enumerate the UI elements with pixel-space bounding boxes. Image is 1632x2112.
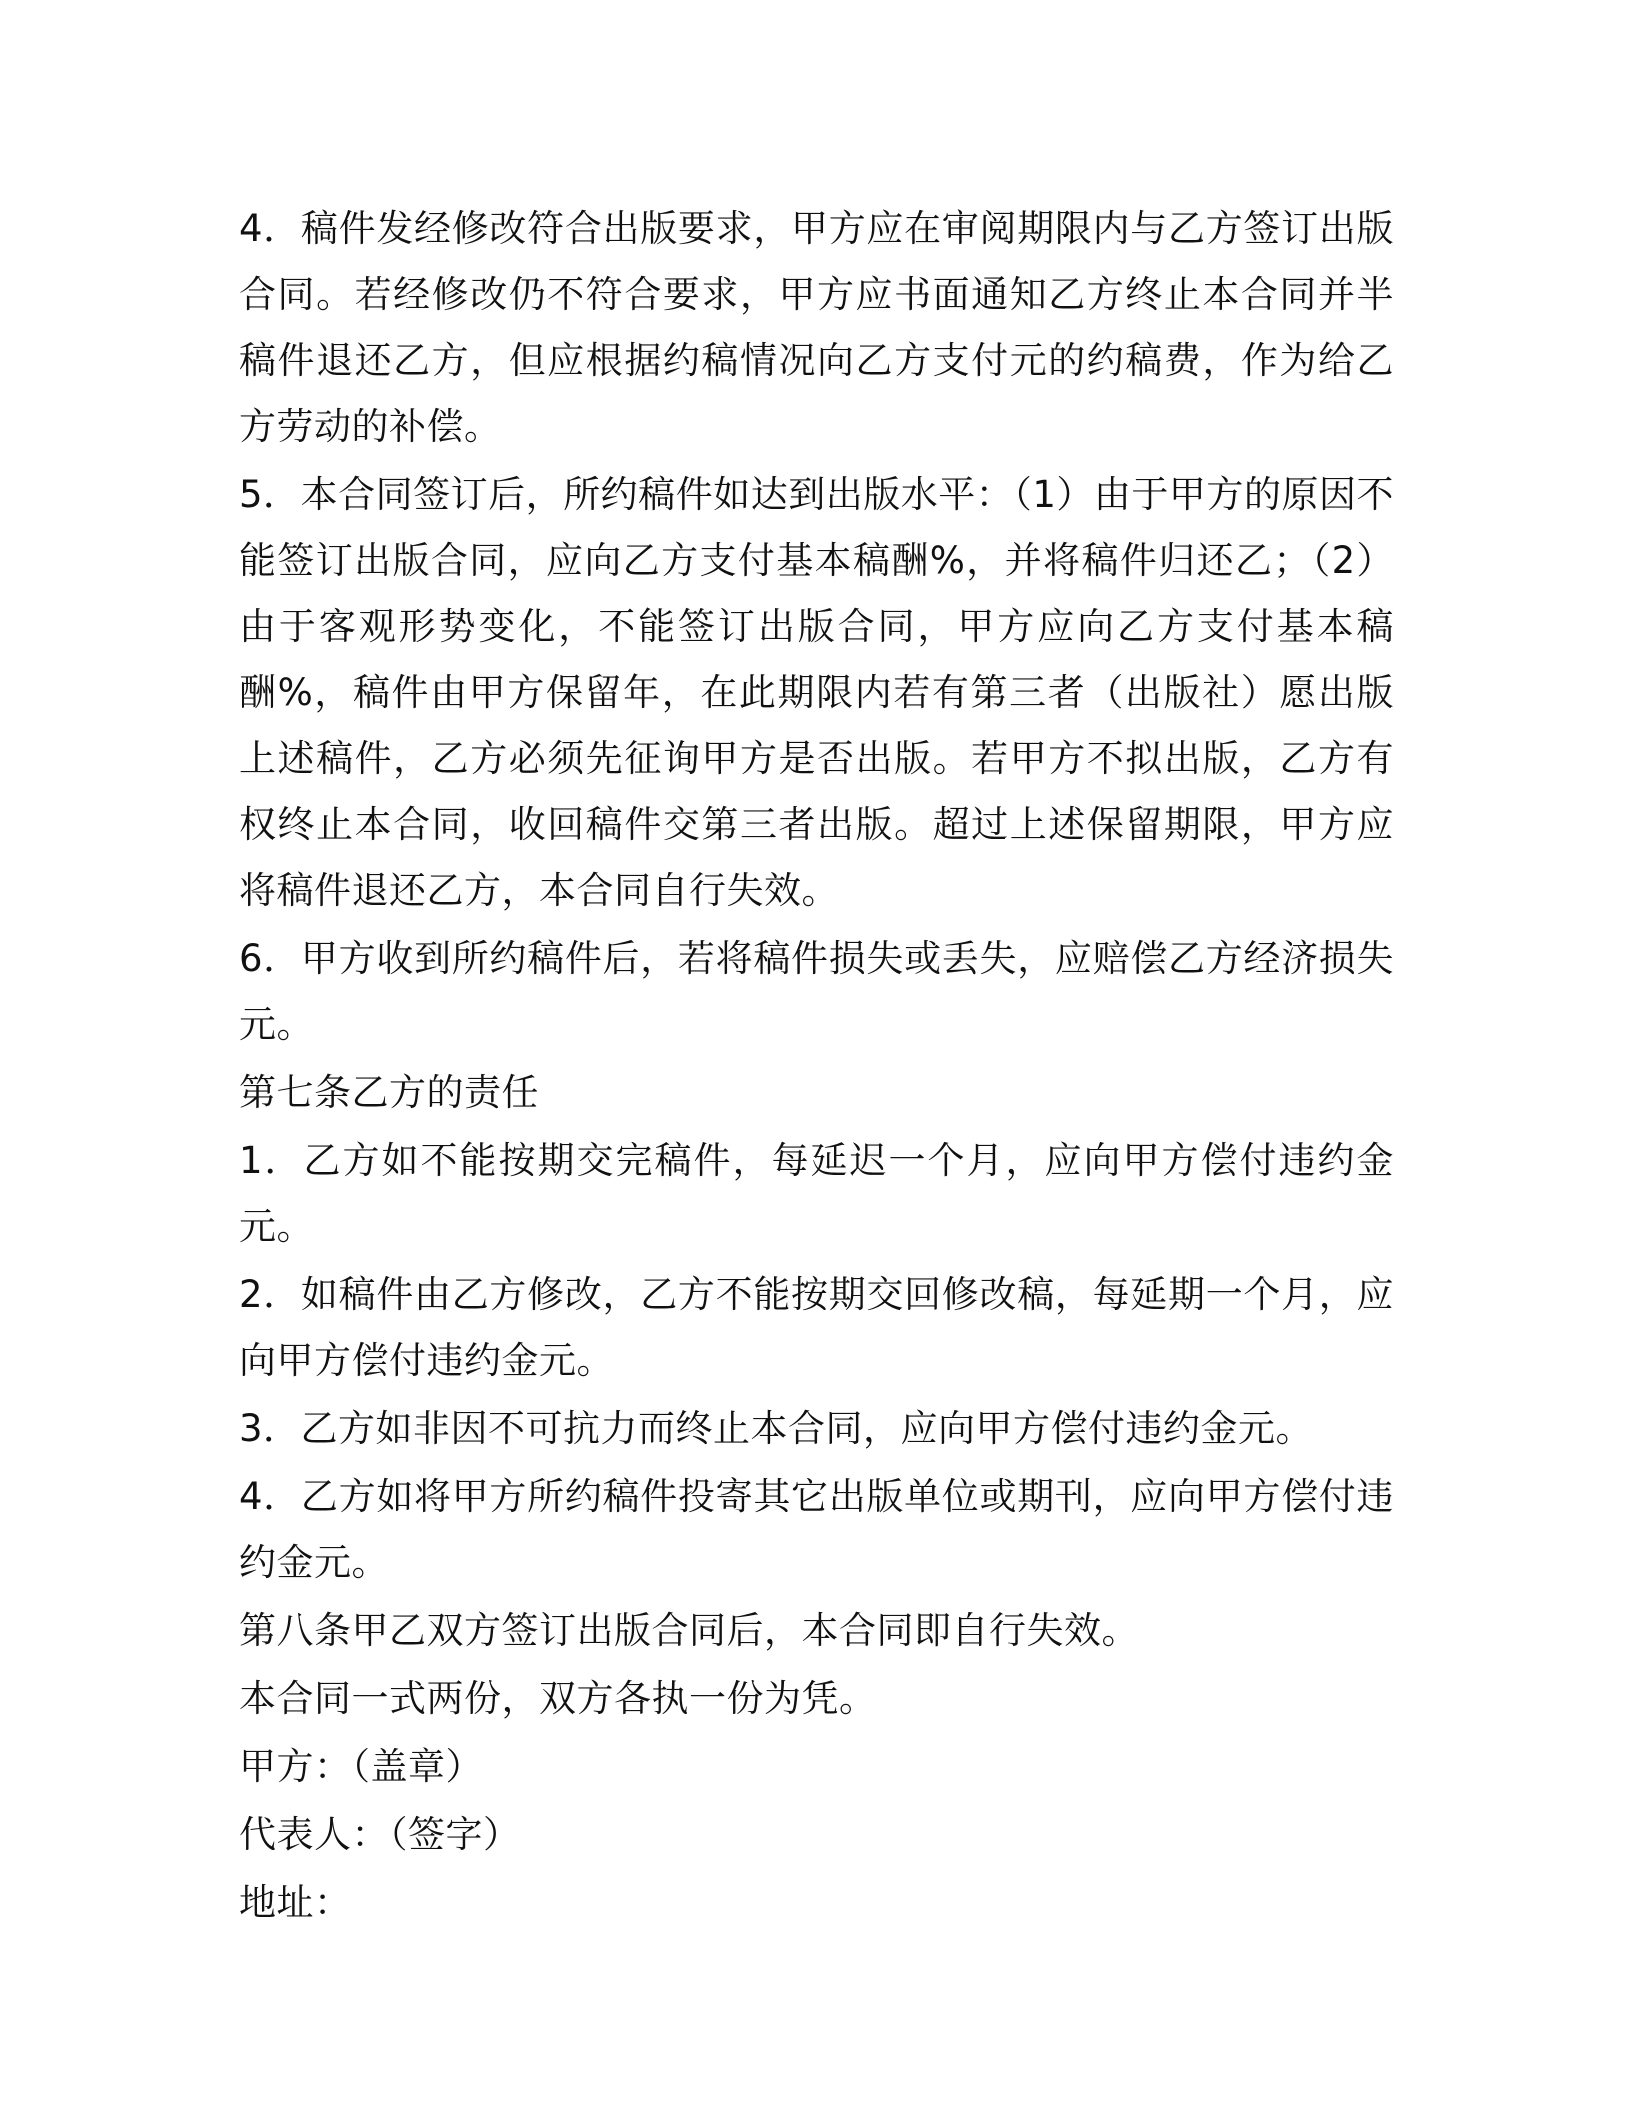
article-7-heading: 第七条乙方的责任 (239, 1071, 539, 1114)
clause-6-item-4: 4．稿件发经修改符合出版要求，甲方应在审阅期限内与乙方签订出版合同。若经修改仍不符合要求，甲方应书面通知乙方终止本合同并半稿件退还乙方，但应根据约稿情况向乙方支付元的约稿费，作为给乙方劳动的补偿。 (239, 207, 1394, 448)
article-7-item-2: 2．如稿件由乙方修改，乙方不能按期交回修改稿，每延期一个月，应向甲方偿付违约金元。 (239, 1273, 1394, 1382)
party-a-seal: 甲方：（盖章） (239, 1745, 483, 1788)
article-7-item-1: 1．乙方如不能按期交完稿件，每延迟一个月，应向甲方偿付违约金元。 (239, 1139, 1394, 1248)
article-8: 第八条甲乙双方签订出版合同后，本合同即自行失效。 (239, 1609, 1139, 1652)
article-7-item-3: 3．乙方如非因不可抗力而终止本合同，应向甲方偿付违约金元。 (239, 1407, 1314, 1450)
clause-6-item-6: 6．甲方收到所约稿件后，若将稿件损失或丢失，应赔偿乙方经济损失元。 (239, 937, 1394, 1046)
article-7-item-4: 4．乙方如将甲方所约稿件投寄其它出版单位或期刊，应向甲方偿付违约金元。 (239, 1475, 1394, 1584)
copies-statement: 本合同一式两份，双方各执一份为凭。 (239, 1677, 877, 1720)
document-body (239, 196, 1394, 1938)
clause-6-item-5: 5．本合同签订后，所约稿件如达到出版水平：（1）由于甲方的原因不能签订出版合同，应向乙方支付基本稿酬%，并将稿件归还乙；（2）由于客观形势变化，不能签订出版合同，甲方应向乙方支付基本稿酬%，稿件由甲方保留年，在此期限内若有第三者（出版社）愿出版上述稿件，乙方必须先征询甲方是否出版。若甲方不拟出版，乙方有权终止本合同，收回稿件交第三者出版。超过上述保留期限，甲方应将稿件退还乙方，本合同自行失效。 (239, 473, 1394, 912)
representative-signature: 代表人：（签字） (239, 1813, 521, 1856)
address-field: 地址： (239, 1881, 352, 1924)
